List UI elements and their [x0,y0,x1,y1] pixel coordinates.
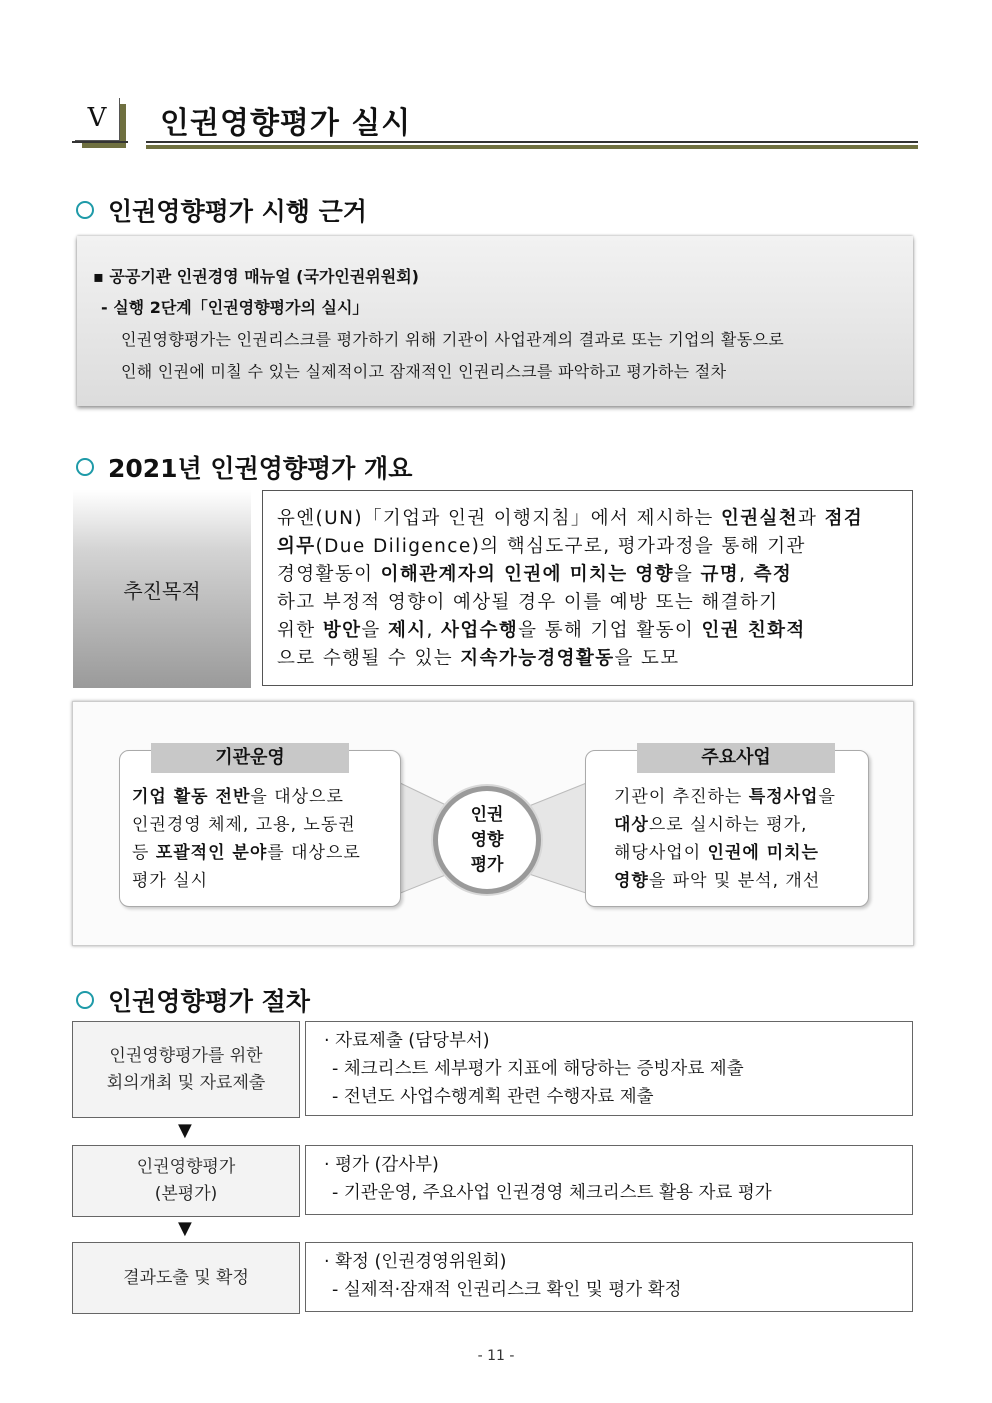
procedure-step-2-label [72,1145,300,1217]
goal-line [277,589,912,617]
step-label-line: 결과도출 및 확정 [123,1267,249,1288]
emphasis-text: 측정 [753,564,793,585]
plain-text: 으로 실시하는 평가, [648,815,808,835]
procedure-step-1-label [72,1021,300,1118]
plain-text: 과 [798,508,825,529]
emphasis-text: 점검 [824,508,864,529]
plain-text: 을 [673,564,701,585]
step-label-line: 인권영향평가 [136,1157,236,1177]
plain-text: (Due Diligence)의 핵심도구로, 평가과정을 통해 기관 [315,536,806,557]
scope-card-projects [585,750,869,907]
section-heading-procedure [72,982,310,1018]
plain-text: 위한 [277,620,323,641]
scope-line [614,867,836,895]
goal-line [277,617,912,645]
scope-diagram [72,701,914,946]
goal-line [277,645,912,673]
goal-line [277,533,912,561]
plain-text: 하고 부정적 영향이 예상될 경우 이를 예방 또는 해결하기 [277,592,779,613]
scope-card-operations [119,750,401,907]
plain-text: 경영활동이 [277,564,381,585]
scope-line [614,783,836,811]
scope-line [132,783,361,811]
plain-text: , [426,620,442,641]
step-title: · 평가 (감사부) [324,1155,439,1175]
scope-line [132,867,361,895]
step-item: - 기관운영, 주요사업 인권경영 체크리스트 활용 자료 평가 [332,1183,772,1203]
chapter-number: V [75,98,120,141]
section-heading-text: 인권영향평가 시행 근거 [108,197,367,226]
emphasis-text: 제시 [387,620,427,641]
emphasis-text: 특정사업 [748,787,819,807]
goal-line [277,505,912,533]
scope-tag-projects: 주요사업 [637,743,835,773]
goal-line [277,561,912,589]
chapter-divider [146,141,918,143]
circle-bullet-icon [76,201,94,219]
step-item: - 실제적·잠재적 인권리스크 확인 및 평가 확정 [332,1280,682,1300]
down-arrow-icon: ▼ [178,1120,192,1141]
assessment-hub [433,786,541,894]
step-label-line: 인권영향평가를 위한 [109,1045,263,1066]
step-label-line: (본평가) [154,1184,218,1204]
emphasis-text: 영향 [614,871,649,891]
basis-step: - 실행 2단계「인권영향평가의 실시」 [101,298,369,317]
basis-text-line: 인권영향평가는 인권리스크를 평가하기 위해 기관이 사업관계의 결과로 또는 기업의 활동으로 [121,330,784,349]
section-heading-basis [72,192,367,228]
goal-label: 추진목적 [73,490,251,688]
page-number: - 11 - [477,1348,515,1364]
circle-bullet-icon [76,458,94,476]
hub-label-line: 영향 [470,829,504,850]
section-heading-text: 2021년 인권영향평가 개요 [108,454,413,483]
scope-line [132,839,361,867]
plain-text: 을 대상으로 [250,787,344,807]
plain-text: 등 [132,843,156,863]
chapter-divider [72,141,128,143]
hub-label-line: 평가 [470,854,504,875]
step-label-line: 회의개최 및 자료제출 [106,1072,266,1093]
basis-box [77,236,913,406]
plain-text: 을 [818,787,836,807]
emphasis-text: 기업 활동 전반 [132,787,251,807]
scope-card-text [614,783,836,895]
plain-text: 유엔(UN)「기업과 인권 이행지침」에서 제시하는 [277,508,721,529]
circle-bullet-icon [76,991,94,1009]
goal-description [262,490,913,686]
plain-text: 을 도모 [614,648,680,669]
procedure-step-3-detail [305,1242,913,1312]
emphasis-text: 사업수행 [441,620,519,641]
emphasis-text: 이해관계자의 인권에 미치는 영향 [380,564,674,585]
hub-label-line: 인권 [470,804,504,825]
plain-text: , [739,564,754,585]
procedure-step-1-detail [305,1021,913,1116]
plain-text: 해당사업이 [614,843,708,863]
plain-text: 을 통해 기업 활동이 [518,620,702,641]
plain-text: 을 파악 및 분석, 개선 [648,871,821,891]
emphasis-text: 인권실천 [720,508,799,529]
plain-text: 를 대상으로 [267,843,361,863]
step-title: · 확정 (인권경영위원회) [324,1252,507,1272]
plain-text: 기관이 추진하는 [614,787,749,807]
emphasis-text: 포괄적인 분야 [155,843,268,863]
scope-line [614,839,836,867]
chapter-title: 인권영향평가 실시 [160,106,412,141]
chapter-divider-accent [146,145,918,149]
basis-text-line: 인해 인권에 미칠 수 있는 실제적이고 잠재적인 인권리스크를 파악하고 평가하는 절차 [121,362,727,381]
plain-text: 인권경영 체제, 고용, 노동권 [132,815,356,835]
section-heading-text: 인권영향평가 절차 [108,987,310,1016]
procedure-step-3-label [72,1242,300,1314]
scope-tag-operations: 기관운영 [151,743,349,773]
scope-line [132,811,361,839]
step-title: · 자료제출 (담당부서) [324,1031,490,1051]
section-heading-overview [72,449,412,485]
emphasis-text: 지속가능경영활동 [460,648,615,669]
emphasis-text: 규명 [700,564,740,585]
emphasis-text: 인권 친화적 [701,620,806,641]
step-item: - 전년도 사업수행계획 관련 수행자료 제출 [332,1087,654,1107]
emphasis-text: 인권에 미치는 [707,843,819,863]
emphasis-text: 대상 [614,815,649,835]
step-item: - 체크리스트 세부평가 지표에 해당하는 증빙자료 제출 [332,1059,744,1079]
emphasis-text: 방안 [322,620,362,641]
scope-card-text [132,783,361,895]
down-arrow-icon: ▼ [178,1218,192,1239]
scope-line [614,811,836,839]
procedure-step-2-detail [305,1145,913,1215]
plain-text: 평가 실시 [132,871,209,891]
emphasis-text: 의무 [277,536,316,557]
basis-source: ▪ 공공기관 인권경영 매뉴얼 (국가인권위원회) [93,267,419,286]
plain-text: 을 [361,620,388,641]
plain-text: 으로 수행될 수 있는 [277,648,461,669]
